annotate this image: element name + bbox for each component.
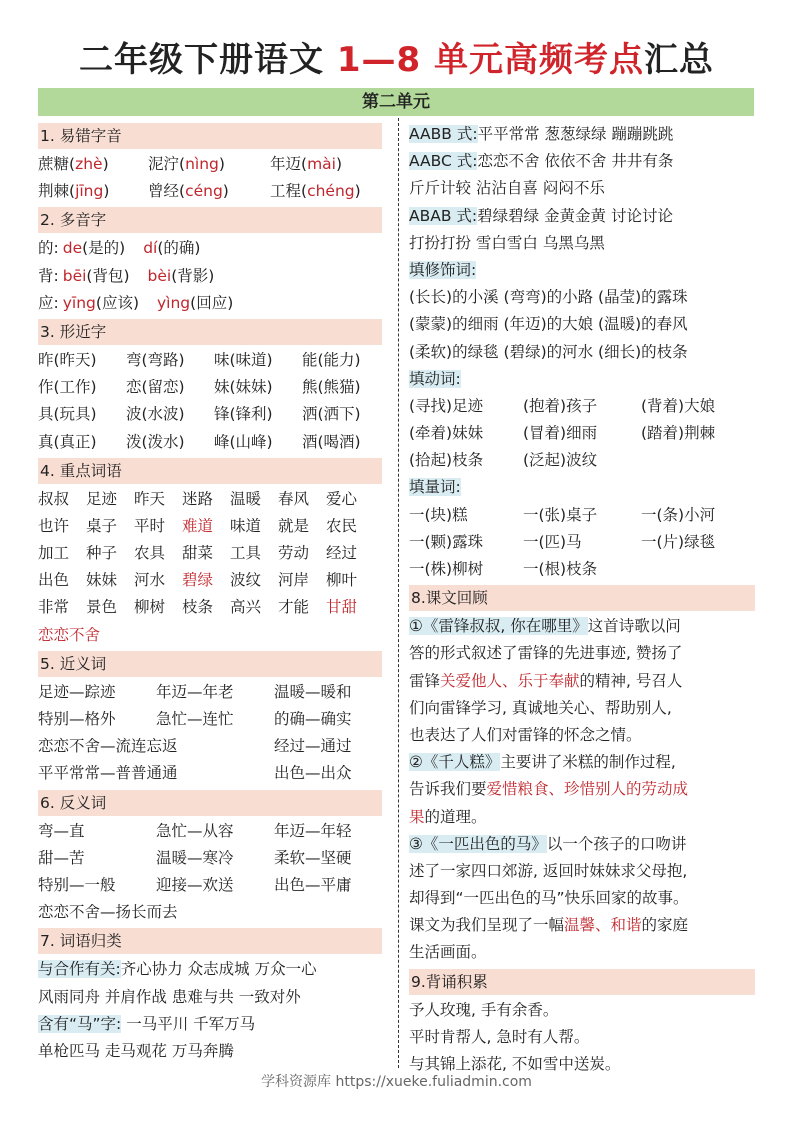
t1-title: ①《雷锋叔叔, 你在哪里》 bbox=[409, 617, 588, 636]
t3-line-e: 生活画面。 bbox=[409, 943, 487, 962]
recite-line: 予人玫瑰, 手有余香。 bbox=[409, 1000, 559, 1019]
xiushi-label-line bbox=[409, 257, 755, 284]
verb-fill: (踏着)荆棘 bbox=[641, 424, 716, 443]
t1-c3: 的精神, 号召人 bbox=[579, 671, 683, 690]
aabc-cont: 斤斤计较 沾沾自喜 闷闷不乐 bbox=[409, 179, 605, 198]
s1-rows bbox=[38, 151, 382, 205]
similar-char: 味(味道) bbox=[214, 350, 273, 369]
meaning: (是的) bbox=[82, 239, 126, 258]
key-word: 劳动 bbox=[278, 544, 310, 563]
column-divider bbox=[398, 118, 399, 1068]
key-word: 柳叶 bbox=[326, 571, 358, 590]
s7-line3 bbox=[38, 1011, 382, 1038]
t2-c1: 果 bbox=[409, 807, 425, 826]
t1-line-c bbox=[409, 668, 755, 695]
key-word: 出色 bbox=[38, 571, 70, 590]
title-part3: 单元高频考点 bbox=[421, 40, 644, 80]
t1-line-d: 们向雷锋学习, 真诚地关心、帮助别人, bbox=[409, 698, 672, 717]
pinyin: jīng bbox=[75, 182, 104, 201]
paren: ) bbox=[222, 182, 229, 201]
synonym: 特别—格外 bbox=[38, 710, 116, 728]
pronunciation-row bbox=[38, 151, 382, 178]
aabc-text: 恋恋不舍 依依不舍 井井有条 bbox=[477, 152, 674, 171]
xiushi-row: (蒙蒙)的细雨 (年迈)的大娘 (温暖)的春风 bbox=[409, 315, 688, 334]
pinyin: mài bbox=[307, 155, 336, 173]
pinyin: de bbox=[62, 239, 83, 258]
similar-char: 弯(弯路) bbox=[126, 350, 185, 369]
synonym-row bbox=[38, 760, 382, 787]
word: 曾经( bbox=[148, 182, 186, 201]
t1-a: 这首诗歌以问 bbox=[587, 617, 681, 636]
word: 工程( bbox=[270, 182, 308, 201]
key-word: 非常 bbox=[38, 598, 70, 617]
antonym: 特别—一般 bbox=[38, 875, 116, 894]
verb-fill-row bbox=[409, 420, 755, 447]
s2-rows bbox=[38, 235, 382, 317]
similar-char: 酒(喝酒) bbox=[302, 432, 361, 451]
similar-char: 熊(熊猫) bbox=[302, 378, 361, 397]
aabc-line bbox=[409, 148, 755, 175]
t3-line-d bbox=[409, 912, 755, 939]
t3-d3: 的家庭 bbox=[641, 916, 689, 935]
similar-char-row bbox=[38, 429, 382, 456]
similar-char: 妹(妹妹) bbox=[214, 378, 273, 397]
t2-line-c bbox=[409, 804, 755, 831]
title-part1: 二年级下册语文 bbox=[78, 40, 337, 80]
similar-char: 能(能力) bbox=[302, 350, 361, 369]
key-word: 种子 bbox=[86, 544, 118, 563]
antonym: 柔软—坚硬 bbox=[274, 848, 352, 867]
verb-fill: (拾起)枝条 bbox=[409, 451, 484, 470]
key-word: 足迹 bbox=[86, 489, 118, 508]
xiushi-row: (长长)的小溪 (弯弯)的小路 (晶莹)的露珠 bbox=[409, 288, 688, 307]
section-heading: 7. 词语归类 bbox=[38, 928, 382, 954]
dong-label-line bbox=[409, 366, 755, 393]
t3-d1: 课文为我们呈现了一幅 bbox=[409, 916, 565, 935]
key-word: 昨天 bbox=[134, 489, 166, 508]
t2-title: ②《千人糕》 bbox=[409, 753, 501, 772]
s7-line1 bbox=[38, 956, 382, 983]
measure-fill: 一(条)小河 bbox=[641, 505, 716, 524]
similar-char: 昨(昨天) bbox=[38, 350, 97, 369]
key-word: 才能 bbox=[278, 598, 310, 617]
pinyin: bēi bbox=[62, 266, 87, 285]
aabc-label: AABC 式: bbox=[409, 152, 478, 171]
verb-fill: (牵着)妹妹 bbox=[409, 424, 484, 443]
pronunciation-item bbox=[148, 178, 270, 205]
antonym: 迎接—欢送 bbox=[156, 875, 234, 894]
key-word: 桌子 bbox=[86, 516, 118, 535]
t1-c2: 关爱他人、乐于奉献 bbox=[440, 671, 580, 690]
pinyin: bèi bbox=[147, 266, 172, 285]
pinyin: dí bbox=[143, 239, 158, 258]
char: 背: bbox=[38, 266, 59, 285]
char: 应: bbox=[38, 293, 59, 312]
paren: ) bbox=[102, 155, 109, 173]
right-column bbox=[409, 121, 755, 1078]
liang-label-line bbox=[409, 474, 755, 501]
t3-line-c: 却得到“一匹出色的马”快乐回家的故事。 bbox=[409, 889, 689, 908]
synonym-row bbox=[38, 733, 382, 760]
t2-line-a bbox=[409, 749, 755, 776]
paren: ) bbox=[103, 182, 110, 201]
antonym: 甜—苦 bbox=[38, 848, 85, 867]
key-word: 枝条 bbox=[182, 598, 214, 617]
key-word: 迷路 bbox=[182, 489, 214, 508]
similar-char-row bbox=[38, 374, 382, 401]
key-word: 经过 bbox=[326, 544, 358, 563]
section-heading: 9.背诵积累 bbox=[409, 969, 755, 995]
abab-text: 碧绿碧绿 金黄金黄 讨论讨论 bbox=[477, 206, 673, 225]
word: 年迈( bbox=[270, 155, 308, 173]
key-word-row bbox=[38, 594, 382, 621]
s7-label1: 与合作有关: bbox=[38, 960, 121, 979]
synonym-row bbox=[38, 679, 382, 706]
key-word: 柳树 bbox=[134, 598, 166, 617]
key-word: 河水 bbox=[134, 571, 166, 590]
verb-fill: (背着)大娘 bbox=[641, 396, 716, 415]
key-word: 温暖 bbox=[230, 489, 262, 508]
s7-text3: 一马平川 千军万马 bbox=[121, 1014, 256, 1033]
char: 的: bbox=[38, 239, 59, 258]
s7-text1: 齐心协力 众志成城 万众一心 bbox=[120, 960, 317, 979]
paren: ) bbox=[218, 155, 225, 173]
measure-fill: 一(片)绿毯 bbox=[641, 532, 716, 551]
key-word: 景色 bbox=[86, 598, 118, 617]
antonym-row bbox=[38, 818, 382, 845]
s6-last: 恋恋不舍—扬长而去 bbox=[38, 903, 178, 922]
aabb-label: AABB 式: bbox=[409, 125, 478, 143]
key-word: 妹妹 bbox=[86, 571, 118, 590]
measure-fill-row bbox=[409, 556, 755, 583]
pinyin: zhè bbox=[75, 155, 103, 173]
verb-fill bbox=[641, 447, 755, 474]
antonym: 弯—直 bbox=[38, 821, 85, 840]
key-word: 也许 bbox=[38, 516, 70, 535]
measure-fill-row bbox=[409, 502, 755, 529]
paren: ) bbox=[335, 155, 343, 173]
section-heading: 3. 形近字 bbox=[38, 319, 382, 345]
pinyin: yīng bbox=[62, 293, 96, 312]
word: 蔗糖( bbox=[38, 155, 76, 173]
t2-line-b bbox=[409, 776, 755, 803]
s7-line2: 风雨同舟 并肩作战 患难与共 一致对外 bbox=[38, 987, 301, 1006]
s3-rows bbox=[38, 347, 382, 456]
measure-fill: 一(根)枝条 bbox=[523, 560, 598, 578]
key-word: 高兴 bbox=[230, 598, 262, 617]
meaning: (的确) bbox=[157, 239, 201, 258]
section-heading: 8.课文回顾 bbox=[409, 585, 755, 611]
verb-fill: (泛起)波纹 bbox=[523, 451, 598, 470]
t3-title: ③《一匹出色的马》 bbox=[409, 834, 547, 853]
verb-fill-row bbox=[409, 393, 755, 420]
key-word-row bbox=[38, 513, 382, 540]
t3-d2: 温馨、和谐 bbox=[564, 916, 642, 935]
meaning: (回应) bbox=[190, 293, 234, 312]
key-word: 春风 bbox=[278, 489, 310, 508]
verb-fill: (寻找)足迹 bbox=[409, 396, 484, 415]
recite-line: 与其锦上添花, 不如雪中送炭。 bbox=[409, 1055, 621, 1073]
title-part4: 汇总 bbox=[644, 40, 714, 80]
synonym: 平平常常—普普通通 bbox=[38, 764, 178, 783]
section-heading: 1. 易错字音 bbox=[38, 123, 382, 149]
s4-rows bbox=[38, 486, 382, 622]
key-word-row bbox=[38, 540, 382, 567]
section-heading: 4. 重点词语 bbox=[38, 458, 382, 484]
key-word: 农民 bbox=[326, 516, 358, 535]
synonym: 恋恋不舍—流连忘返 bbox=[38, 737, 178, 756]
similar-char: 具(玩具) bbox=[38, 405, 97, 424]
abab-label: ABAB 式: bbox=[409, 206, 478, 225]
t1-line-b: 答的形式叙述了雷锋的先进事迹, 赞扬了 bbox=[409, 644, 683, 663]
synonym-row bbox=[38, 706, 382, 733]
verb-fill: (冒着)细雨 bbox=[523, 424, 598, 443]
page-title bbox=[0, 32, 793, 81]
similar-char-row bbox=[38, 401, 382, 428]
similar-char: 真(真正) bbox=[38, 432, 97, 451]
t3-line-b: 述了一家四口郊游, 返回时妹妹求父母抱, bbox=[409, 861, 688, 880]
key-word: 味道 bbox=[230, 516, 262, 535]
synonym: 出色—出众 bbox=[274, 764, 352, 783]
t1-line-a bbox=[409, 613, 755, 640]
key-word: 爱心 bbox=[326, 489, 358, 508]
key-word-row bbox=[38, 486, 382, 513]
t2-b2: 爱惜粮食、珍惜别人的劳动成 bbox=[486, 780, 689, 799]
similar-char: 峰(山峰) bbox=[214, 432, 273, 451]
footer-watermark: 学科资源库 https://xueke.fuliadmin.com bbox=[261, 1074, 532, 1090]
abab-line bbox=[409, 203, 755, 230]
meaning: (应该) bbox=[95, 293, 139, 312]
polyphone-row bbox=[38, 235, 382, 262]
t1-c1: 雷锋 bbox=[409, 671, 441, 690]
paren: ) bbox=[354, 182, 361, 201]
measure-fill bbox=[641, 556, 755, 583]
antonym: 温暖—寒冷 bbox=[156, 848, 234, 867]
verb-fill-row bbox=[409, 447, 755, 474]
liang-label: 填量词: bbox=[409, 478, 461, 497]
word: 泥泞( bbox=[148, 155, 186, 173]
key-word: 叔叔 bbox=[38, 489, 70, 508]
measure-fill: 一(块)糕 bbox=[409, 505, 468, 524]
similar-char-row bbox=[38, 347, 382, 374]
similar-char: 泼(泼水) bbox=[126, 432, 185, 451]
t2-c2: 的道理。 bbox=[424, 807, 487, 826]
pinyin: chéng bbox=[307, 182, 355, 201]
t3-a: 以一个孩子的口吻讲 bbox=[546, 834, 687, 853]
s4-last: 恋恋不舍 bbox=[38, 625, 101, 644]
abab-cont: 打扮打扮 雪白雪白 乌黑乌黑 bbox=[409, 233, 605, 252]
section-heading: 5. 近义词 bbox=[38, 651, 382, 677]
measure-fill: 一(颗)露珠 bbox=[409, 532, 484, 551]
antonym-row bbox=[38, 872, 382, 899]
key-word-row bbox=[38, 567, 382, 594]
xiushi-row: (柔软)的绿毯 (碧绿)的河水 (细长)的枝条 bbox=[409, 342, 688, 361]
key-word: 工具 bbox=[230, 544, 262, 563]
left-column bbox=[38, 121, 382, 1065]
dong-label: 填动词: bbox=[409, 369, 461, 388]
similar-char: 恋(留恋) bbox=[126, 378, 185, 397]
antonym-row bbox=[38, 845, 382, 872]
liang-rows bbox=[409, 502, 755, 584]
dong-rows bbox=[409, 393, 755, 475]
pinyin: céng bbox=[185, 182, 223, 201]
similar-char: 锋(锋利) bbox=[214, 405, 273, 424]
key-word: 就是 bbox=[278, 516, 310, 535]
measure-fill-row bbox=[409, 529, 755, 556]
antonym: 年迈—年轻 bbox=[274, 821, 352, 840]
title-part2: 1—8 bbox=[336, 40, 422, 80]
t2-b1: 告诉我们要 bbox=[409, 780, 487, 799]
s7-label3: 含有“马”字: bbox=[38, 1014, 122, 1033]
pronunciation-item bbox=[270, 178, 380, 205]
meaning: (背包) bbox=[86, 266, 130, 285]
pronunciation-row bbox=[38, 178, 382, 205]
similar-char: 波(水波) bbox=[126, 405, 185, 424]
antonym: 急忙—从容 bbox=[156, 821, 234, 840]
measure-fill: 一(株)柳树 bbox=[409, 560, 484, 578]
similar-char: 作(工作) bbox=[38, 378, 97, 397]
key-word: 甘甜 bbox=[326, 598, 358, 617]
pinyin: nìng bbox=[185, 155, 219, 173]
verb-fill: (抱着)孩子 bbox=[523, 396, 598, 415]
aabb-line bbox=[409, 121, 755, 148]
t2-a: 主要讲了米糕的制作过程, bbox=[500, 753, 676, 772]
measure-fill: 一(张)桌子 bbox=[523, 505, 598, 524]
synonym: 足迹—踪迹 bbox=[38, 682, 116, 701]
measure-fill: 一(匹)马 bbox=[523, 532, 582, 551]
t1-line-e: 也表达了人们对雷锋的怀念之情。 bbox=[409, 725, 642, 744]
pinyin: yìng bbox=[157, 293, 191, 312]
key-word: 甜菜 bbox=[182, 544, 214, 563]
key-word: 农具 bbox=[134, 544, 166, 563]
key-word: 河岸 bbox=[278, 571, 310, 590]
key-word: 碧绿 bbox=[182, 571, 214, 590]
pronunciation-item bbox=[148, 151, 270, 178]
polyphone-row bbox=[38, 290, 382, 317]
key-word: 波纹 bbox=[230, 571, 262, 590]
recite-line: 平时肯帮人, 急时有人帮。 bbox=[409, 1027, 590, 1046]
s6-rows bbox=[38, 818, 382, 900]
synonym: 急忙—连忙 bbox=[156, 710, 234, 728]
key-word: 平时 bbox=[134, 516, 166, 535]
polyphone-row bbox=[38, 263, 382, 290]
synonym: 经过—通过 bbox=[274, 737, 352, 756]
t3-line-a bbox=[409, 831, 755, 858]
word: 荆棘( bbox=[38, 182, 76, 201]
pronunciation-item bbox=[270, 151, 380, 178]
meaning: (背影) bbox=[171, 266, 215, 285]
pronunciation-item bbox=[38, 151, 148, 178]
unit-banner: 第二单元 bbox=[38, 88, 754, 116]
s5-rows bbox=[38, 679, 382, 788]
xiushi-label: 填修饰词: bbox=[409, 260, 477, 279]
synonym: 温暖—暖和 bbox=[274, 682, 352, 701]
similar-char: 洒(洒下) bbox=[302, 405, 361, 424]
antonym: 出色—平庸 bbox=[274, 875, 352, 894]
section-heading: 6. 反义词 bbox=[38, 790, 382, 816]
section-heading: 2. 多音字 bbox=[38, 207, 382, 233]
key-word: 加工 bbox=[38, 544, 70, 563]
synonym: 的确—确实 bbox=[274, 710, 352, 728]
aabb-text: 平平常常 葱葱绿绿 蹦蹦跳跳 bbox=[477, 125, 674, 143]
key-word: 难道 bbox=[182, 516, 214, 535]
s7-line4: 单枪匹马 走马观花 万马奔腾 bbox=[38, 1041, 234, 1060]
synonym: 年迈—年老 bbox=[156, 682, 234, 701]
pronunciation-item bbox=[38, 178, 148, 205]
